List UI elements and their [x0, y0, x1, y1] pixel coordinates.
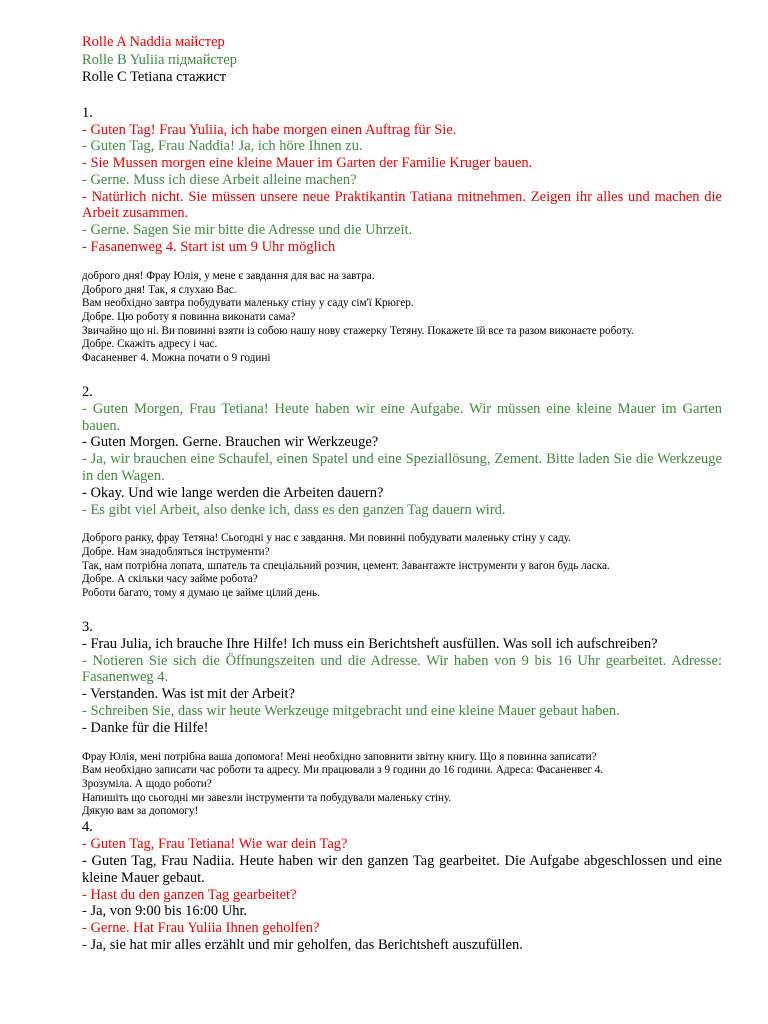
german-dialogue	[82, 122, 722, 256]
translation-line: Доброго ранку, фрау Тетяна! Сьогодні у нас є завдання. Ми повинні побудувати маленьку стіну у саду.	[82, 532, 571, 545]
dialogue-section-4	[82, 819, 722, 954]
german-dialogue	[82, 836, 722, 954]
section-number: 3.	[82, 618, 93, 635]
translation-line: Напишіть що сьогодні ми завезли інструменти та побудували маленьку стіну.	[82, 791, 452, 804]
translation-line: Добре. Скажіть адресу і час.	[82, 338, 218, 351]
translation-line: доброго дня! Фрау Юлія, у мене є завдання для вас на завтра.	[82, 269, 375, 282]
translation-line: Вам необхідно записати час роботи та адресу. Ми працювали з 9 години до 16 години. Адреса: Фасаненвег 4.	[82, 764, 604, 777]
dialogue-line: - Gerne. Muss ich diese Arbeit alleine machen?	[82, 171, 357, 188]
translation-line: Так, нам потрібна лопата, шпатель та спеціальний розчин, цемент. Завантажте інструменти у вагон будь ласка.	[82, 559, 610, 572]
dialogue-section-3	[82, 619, 722, 819]
dialogue-line: - Guten Tag! Frau Yuliia, ich habe morgen einen Auftrag für Sie.	[82, 121, 457, 138]
dialogue-line: - Ja, sie hat mir alles erzählt und mir geholfen, das Berichtsheft auszufüllen.	[82, 936, 523, 953]
dialogue-line: - Verstanden. Was ist mit der Arbeit?	[82, 686, 295, 703]
dialogue-line: - Ja, wir brauchen eine Schaufel, einen Spatel und eine Speziallösung, Zement. Bitte laden Sie die Werkzeuge in den Wagen.	[82, 451, 722, 484]
dialogue-line: - Es gibt viel Arbeit, also denke ich, dass es den ganzen Tag dauern wird.	[82, 501, 506, 518]
dialogue-line: - Gerne. Sagen Sie mir bitte die Adresse und die Uhrzeit.	[82, 222, 413, 239]
section-number: 4.	[82, 819, 93, 836]
dialogue-section-2	[82, 384, 722, 601]
role-c-line: Rolle C Tetiana стажист	[82, 69, 227, 85]
ukrainian-translation	[82, 270, 722, 366]
translation-line: Дякую вам за допомогу!	[82, 805, 199, 818]
dialogue-line: - Ja, von 9:00 bis 16:00 Uhr.	[82, 903, 248, 920]
document-page	[82, 34, 722, 954]
dialogue-line: - Schreiben Sie, dass wir heute Werkzeuge mitgebracht und eine kleine Mauer gebaut haben.	[82, 703, 620, 720]
translation-line: Звичайно що ні. Ви повинні взяти із собою нашу нову стажерку Тетяну. Покажете їй все та разом виконаєте роботу.	[82, 324, 634, 337]
translation-line: Добре. Нам знадобляться інструменти?	[82, 546, 270, 559]
dialogue-sections	[82, 105, 722, 954]
dialogue-line: - Notieren Sie sich die Öffnungszeiten und die Adresse. Wir haben von 9 bis 16 Uhr gearbeitet. Adresse: Fasanenweg 4.	[82, 652, 722, 686]
translation-line: Роботи багато, тому я думаю це займе цілий день.	[82, 587, 320, 600]
dialogue-line: - Danke für die Hilfe!	[82, 719, 209, 736]
german-dialogue	[82, 636, 722, 737]
section-number: 1.	[82, 104, 93, 121]
dialogue-line: - Guten Morgen, Frau Tetiana! Heute haben wir eine Aufgabe. Wir müssen eine kleine Mauer im Garten bauen.	[82, 400, 722, 434]
dialogue-line: - Sie Mussen morgen eine kleine Mauer im Garten der Familie Kruger bauen.	[82, 155, 533, 172]
dialogue-line: - Hast du den ganzen Tag gearbeitet?	[82, 886, 297, 903]
role-list	[82, 34, 722, 87]
dialogue-line: - Okay. Und wie lange werden die Arbeiten dauern?	[82, 484, 384, 501]
section-number: 2.	[82, 383, 93, 400]
german-dialogue	[82, 401, 722, 519]
dialogue-line: - Fasanenweg 4. Start ist um 9 Uhr möglich	[82, 239, 336, 256]
dialogue-line: - Natürlich nicht. Sie müssen unsere neue Praktikantin Tatiana mitnehmen. Zeigen ihr alles und machen die Arbeit zusammen.	[82, 188, 722, 222]
translation-line: Зрозуміла. А щодо роботи?	[82, 778, 212, 791]
translation-line: Доброго дня! Так, я слухаю Вас.	[82, 283, 237, 296]
translation-line: Добре. Цю роботу я повинна виконати сама?	[82, 310, 296, 323]
role-a-line: Rolle A Naddia майстер	[82, 34, 225, 50]
dialogue-line: - Gerne. Hat Frau Yuliia Ihnen geholfen?	[82, 920, 320, 937]
dialogue-line: - Guten Tag, Frau Tetiana! Wie war dein Tag?	[82, 836, 348, 853]
translation-line: Вам необхідно завтра побудувати маленьку стіну у саду сім'ї Крюгер.	[82, 297, 414, 310]
translation-line: Фасаненвег 4. Можна почати о 9 годині	[82, 352, 271, 365]
role-b-line: Rolle B Yuliia підмайстер	[82, 51, 237, 68]
dialogue-line: - Guten Tag, Frau Nadiia. Heute haben wir den ganzen Tag gearbeitet. Die Aufgabe abgeschlossen und eine kleine Mauer gebaut.	[82, 852, 722, 886]
dialogue-line: - Frau Julia, ich brauche Ihre Hilfe! Ich muss ein Berichtsheft ausfüllen. Was soll ich aufschreiben?	[82, 635, 658, 652]
ukrainian-translation	[82, 532, 722, 601]
translation-line: Добре. А скільки часу займе робота?	[82, 573, 258, 586]
ukrainian-translation	[82, 751, 722, 820]
dialogue-line: - Guten Tag, Frau Naddia! Ja, ich höre Ihnen zu.	[82, 138, 363, 155]
translation-line: Фрау Юлія, мені потрібна ваша допомога! Мені необхідно заповнити звітну книгу. Що я повинна записати?	[82, 750, 597, 763]
dialogue-section-1	[82, 105, 722, 366]
dialogue-line: - Guten Morgen. Gerne. Brauchen wir Werkzeuge?	[82, 434, 379, 451]
